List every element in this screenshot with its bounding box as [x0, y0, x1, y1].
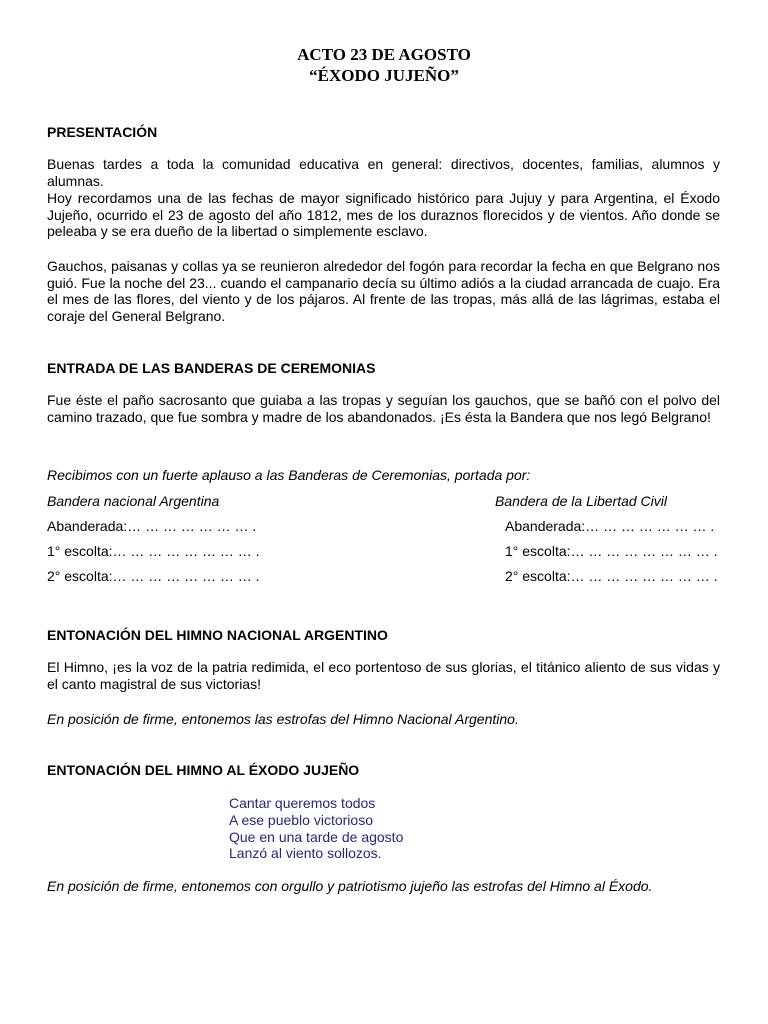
presentacion-paragraph-1: Buenas tardes a toda la comunidad educativa en general: directivos, docentes, familias, alumnos y alumnas.: [47, 156, 720, 189]
bandera-nacional-abanderada: Abanderada:… … … … … … … .: [47, 518, 257, 534]
banderas-intro: Recibimos con un fuerte aplauso a las Banderas de Ceremonias, portada por:: [47, 467, 531, 483]
section-heading-banderas: ENTRADA DE LAS BANDERAS DE CEREMONIAS: [47, 360, 376, 376]
bandera-libertad-escolta-1: 1° escolta:… … … … … … … … .: [505, 543, 718, 559]
bandera-nacional-escolta-1: 1° escolta:… … … … … … … … .: [47, 543, 260, 559]
himno-exodo-instruction: En posición de firme, entonemos con orgullo y patriotismo jujeño las estrofas del Himno al Éxodo.: [47, 878, 653, 894]
himno-nacional-paragraph: El Himno, ¡es la voz de la patria redimida, el eco portentoso de sus glorias, el titánico aliento de sus vidas y el canto magistral de sus victorias!: [47, 659, 720, 692]
document-title-line-2: “ÉXODO JUJEÑO”: [309, 66, 459, 85]
bandera-nacional-title: Bandera nacional Argentina: [47, 493, 220, 509]
document-title-line-1: ACTO 23 DE AGOSTO: [297, 45, 471, 64]
verse-line: Que en una tarde de agosto: [229, 828, 404, 845]
bandera-libertad-title: Bandera de la Libertad Civil: [495, 493, 667, 509]
bandera-libertad-abanderada: Abanderada:… … … … … … … .: [505, 518, 715, 534]
presentacion-paragraph-2: Hoy recordamos una de las fechas de mayor significado histórico para Jujuy y para Argentina, el Éxodo Jujeño, ocurrido el 23 de agosto del año 1812, mes de los duraznos florecidos y de vientos. Año donde se peleaba y se era dueño de la libertad o simplemente esclavo.: [47, 190, 720, 240]
bandera-libertad-escolta-2: 2° escolta:… … … … … … … … .: [505, 568, 718, 584]
himno-exodo-verses: [229, 795, 403, 862]
verse-line: Cantar queremos todos: [229, 795, 376, 811]
banderas-paragraph: Fue éste el paño sacrosanto que guiaba a las tropas y seguían los gauchos, que se bañó con el polvo del camino trazado, que fue sombra y madre de los abandonados. ¡Es ésta la Bandera que nos legó Belgrano!: [47, 392, 720, 425]
verse-line: Lanzó al viento sollozos.: [229, 845, 382, 862]
section-heading-himno-nacional: ENTONACIÓN DEL HIMNO NACIONAL ARGENTINO: [47, 627, 388, 643]
section-heading-himno-exodo: ENTONACIÓN DEL HIMNO AL ÉXODO JUJEÑO: [47, 762, 360, 778]
verse-line: A ese pueblo victorioso: [229, 811, 373, 828]
section-heading-presentacion: PRESENTACIÓN: [47, 124, 158, 140]
presentacion-paragraph-3: Gauchos, paisanas y collas ya se reunieron alrededor del fogón para recordar la fecha en que Belgrano nos guió. Fue la noche del 23... cuando el campanario decía su último adiós a la ciudad arrancada de cuajo. Era el mes de las flores, del viento y de los pájaros. Al frente de las tropas, más allá de las lágrimas, estaba el coraje del General Belgrano.: [47, 258, 720, 325]
himno-nacional-instruction: En posición de firme, entonemos las estrofas del Himno Nacional Argentino.: [47, 711, 519, 727]
bandera-nacional-escolta-2: 2° escolta:… … … … … … … … .: [47, 568, 260, 584]
